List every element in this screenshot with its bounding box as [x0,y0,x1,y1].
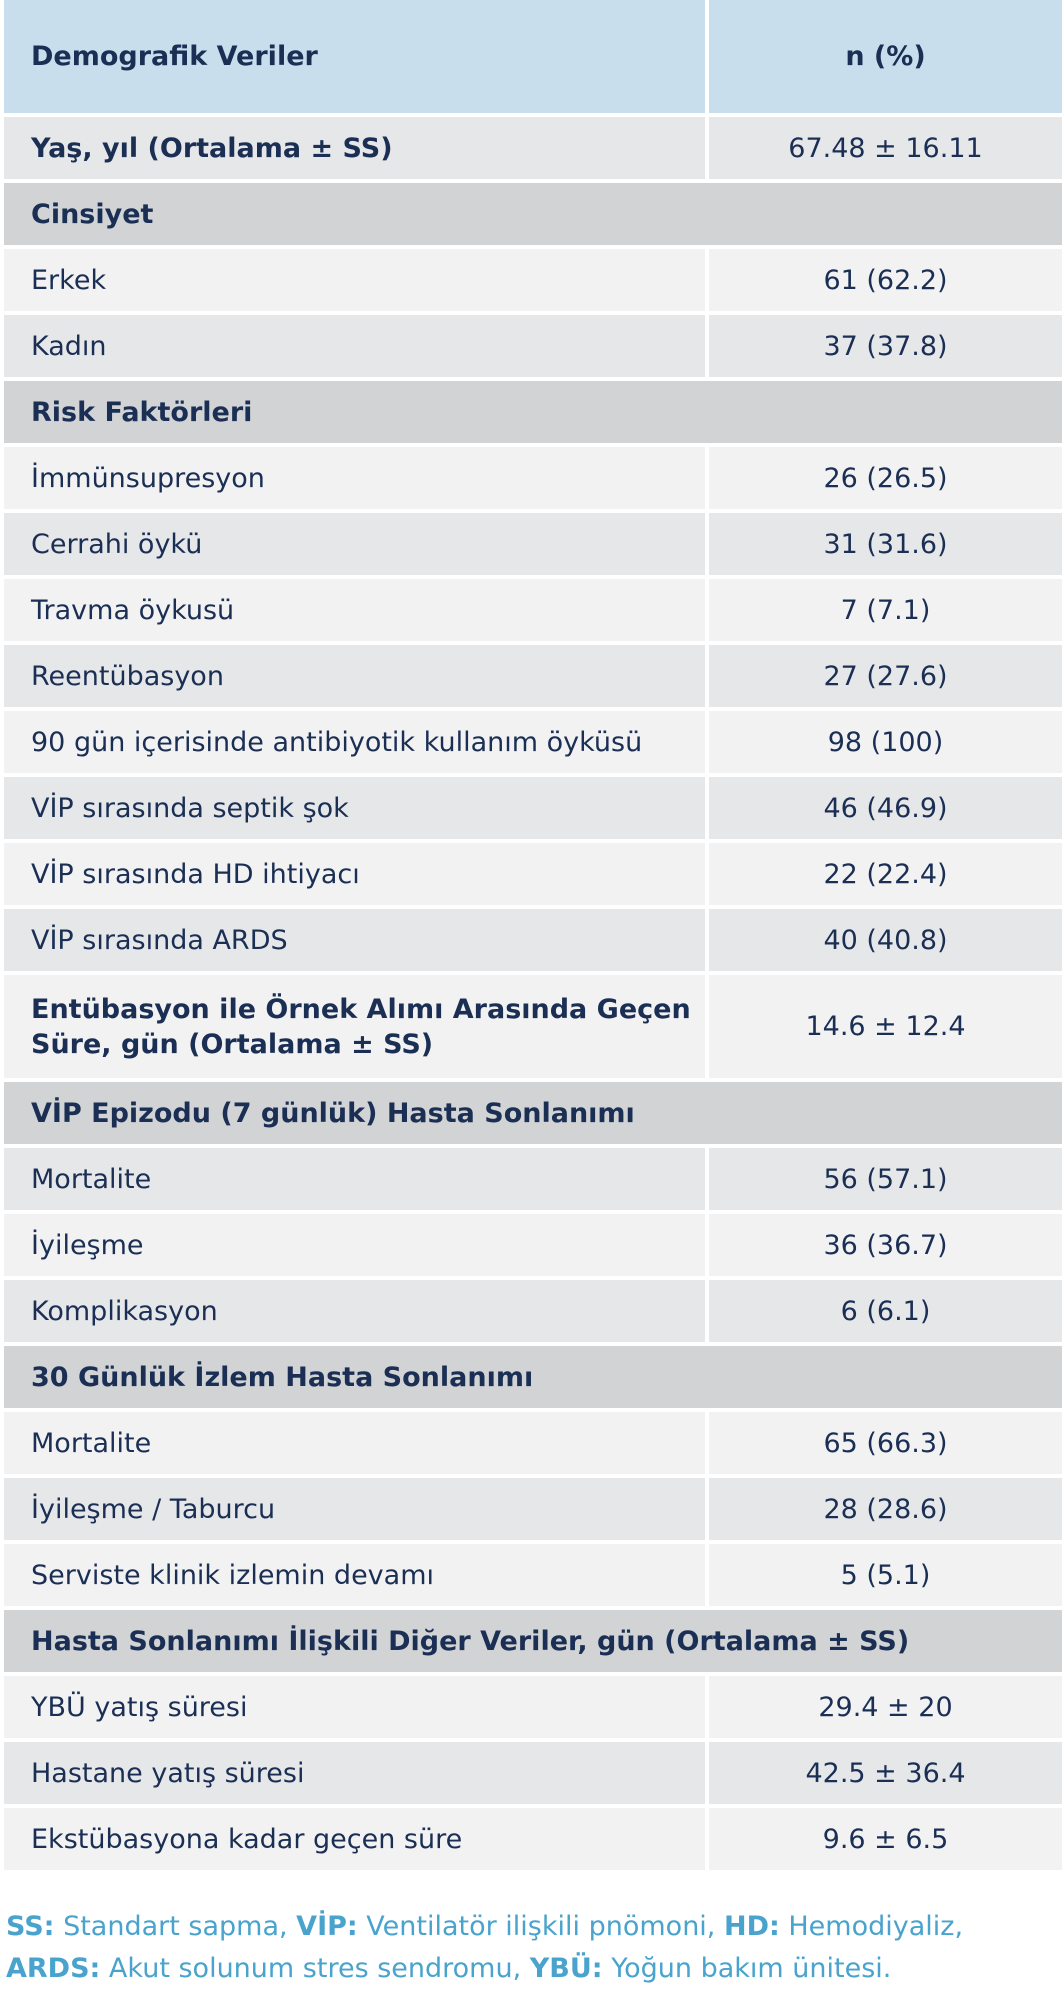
section-title: 30 Günlük İzlem Hasta Sonlanımı [31,1361,534,1393]
row-label: İyileşme [31,1229,144,1261]
table-row [4,577,1062,643]
row-label: İyileşme / Taburcu [31,1493,276,1525]
footnote-line-1 [6,1906,1056,1948]
row-label: 90 gün içerisinde antibiyotik kullanım öyküsü [31,726,643,758]
row-label: Travma öykusü [31,594,235,626]
row-label: Mortalite [31,1427,152,1459]
row-value: 46 (46.9) [707,775,1062,841]
table-row [4,841,1062,907]
section-header-row [4,181,1062,247]
abbreviation-key: ARDS: [6,1953,101,1984]
row-value: 31 (31.6) [707,511,1062,577]
row-label: Erkek [31,264,107,296]
row-label: Kadın [31,330,107,362]
row-value: 37 (37.8) [707,313,1062,379]
row-value: 42.5 ± 36.4 [707,1740,1062,1806]
row-value: 14.6 ± 12.4 [707,973,1062,1080]
section-header-row [4,1080,1062,1146]
abbreviation-text: Standart sapma, [54,1911,297,1942]
row-label: Hastane yatış süresi [31,1757,305,1789]
table-row [4,973,1062,1080]
table-row [4,247,1062,313]
table-row [4,1146,1062,1212]
table-row [4,1806,1062,1872]
section-title: VİP Epizodu (7 günlük) Hasta Sonlanımı [31,1097,635,1129]
abbreviation-text: Hemodiyaliz, [779,1911,964,1942]
table-header-row [4,0,1062,115]
footnote [6,1906,1056,1990]
row-value: 65 (66.3) [707,1410,1062,1476]
row-label: İmmünsupresyon [31,462,265,494]
row-value: 7 (7.1) [707,577,1062,643]
row-label: Ekstübasyona kadar geçen süre [31,1823,463,1855]
row-value: 56 (57.1) [707,1146,1062,1212]
table-row [4,511,1062,577]
table-body [4,115,1062,1872]
abbreviation-text: Akut solunum stres sendromu, [100,1953,530,1984]
table-row [4,907,1062,973]
table-row [4,1278,1062,1344]
table-row [4,313,1062,379]
demographics-table [4,0,1062,1874]
row-value: 27 (27.6) [707,643,1062,709]
section-header-row [4,1344,1062,1410]
row-label: Serviste klinik izlemin devamı [31,1559,435,1591]
table-row [4,445,1062,511]
row-label: Mortalite [31,1163,152,1195]
table-row [4,1542,1062,1608]
section-title: Cinsiyet [31,198,154,230]
row-value: 26 (26.5) [707,445,1062,511]
row-value: 29.4 ± 20 [707,1674,1062,1740]
row-value: 67.48 ± 16.11 [707,115,1062,181]
section-header-row [4,379,1062,445]
header-count-percent: n (%) [707,0,1062,115]
row-label: Yaş, yıl (Ortalama ± SS) [31,132,393,164]
row-value: 36 (36.7) [707,1212,1062,1278]
abbreviation-key: HD: [723,1911,780,1942]
row-label: YBÜ yatış süresi [31,1691,248,1723]
abbreviation-text: Ventilatör ilişkili pnömoni, [357,1911,724,1942]
row-label: Cerrahi öykü [31,528,203,560]
row-value: 6 (6.1) [707,1278,1062,1344]
row-value: 40 (40.8) [707,907,1062,973]
table-row [4,1740,1062,1806]
row-label: VİP sırasında HD ihtiyacı [31,858,360,890]
abbreviation-key: VİP: [296,1911,358,1942]
table-row [4,115,1062,181]
table-row [4,643,1062,709]
section-title: Hasta Sonlanımı İlişkili Diğer Veriler, gün (Ortalama ± SS) [31,1625,910,1657]
row-label: Komplikasyon [31,1295,218,1327]
row-value: 5 (5.1) [707,1542,1062,1608]
row-value: 28 (28.6) [707,1476,1062,1542]
table-row [4,775,1062,841]
footnote-line-2 [6,1948,1056,1990]
table-row [4,1410,1062,1476]
row-value: 98 (100) [707,709,1062,775]
header-demographics: Demografik Veriler [31,41,318,72]
row-label: VİP sırasında ARDS [31,924,288,956]
table-row [4,1476,1062,1542]
abbreviation-key: YBÜ: [529,1953,603,1984]
row-value: 61 (62.2) [707,247,1062,313]
table-row [4,709,1062,775]
row-label: Reentübasyon [31,660,224,692]
abbreviation-key: SS: [6,1911,55,1942]
row-label: Entübasyon ile Örnek Alımı Arasında Geçen Süre, gün (Ortalama ± SS) [31,993,691,1060]
section-header-row [4,1608,1062,1674]
row-label: VİP sırasında septik şok [31,792,349,824]
abbreviation-text: Yoğun bakım ünitesi. [602,1953,892,1984]
row-value: 9.6 ± 6.5 [707,1806,1062,1872]
row-value: 22 (22.4) [707,841,1062,907]
section-title: Risk Faktörleri [31,396,253,428]
table-row [4,1674,1062,1740]
table-row [4,1212,1062,1278]
